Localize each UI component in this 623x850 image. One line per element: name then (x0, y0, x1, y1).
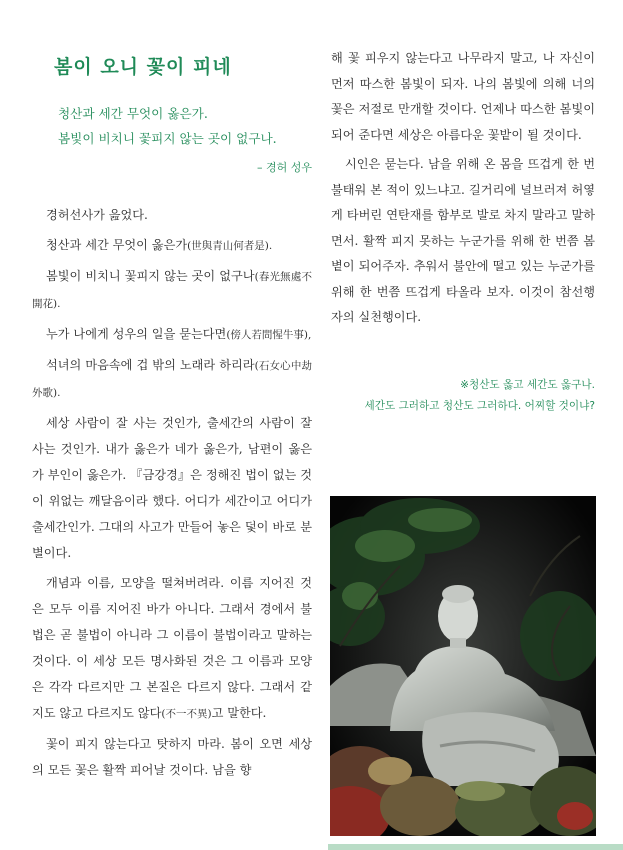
paragraph (32, 321, 312, 348)
left-column (32, 40, 312, 787)
paragraph (32, 570, 312, 727)
verse-text: 석녀의 마음속에 겁 밖의 노래라 하리라 (46, 358, 255, 372)
paragraph (32, 352, 312, 406)
epigraph-line-1: 청산과 세간 무엇이 옳은가. (58, 106, 208, 121)
epigraph (58, 101, 312, 180)
paragraph: 경허선사가 읊었다. (46, 208, 148, 222)
left-body-text (32, 202, 312, 783)
hanja-term: (不一不異) (161, 708, 212, 720)
closing-quote (331, 375, 595, 417)
verse-hanja: (傍人若問惺牛事), (226, 329, 312, 341)
right-column (331, 40, 595, 417)
verse-text: 봄빛이 비치니 꽃피지 않는 곳이 없구나 (46, 269, 255, 283)
epigraph-line-2: 봄빛이 비치니 꽃피지 않는 곳이 없구나. (58, 131, 277, 146)
verse-hanja: (世與青山何者是). (187, 240, 273, 252)
paragraph (32, 263, 312, 317)
paragraph-text: 개념과 이름, 모양을 떨쳐버려라. 이름 지어진 것은 모두 이름 지어진 바가 아니다. 그래서 경에서 불법은 곧 불법이 아니라 그 이름이 불법이라고 말하는 것이다. 이 세상 모든 명사화된 것은 그 이름과 모양은 각각 다르지만 그 본질은 다르지 않다. 그래서 같지도 않고 다르지도 않다 (32, 576, 312, 720)
article-title: 봄이 오니 꽃이 피네 (54, 56, 232, 78)
buddha-statue-photo (330, 496, 596, 836)
right-body-text (331, 46, 595, 331)
verse-hanja: (石女心中劫外歌). (32, 360, 312, 399)
verse-hanja: (春光無處不開花). (32, 271, 312, 310)
night-statue-illustration (330, 496, 596, 836)
paragraph (32, 232, 312, 259)
paragraph: 꽃이 피지 않는다고 탓하지 마라. 봄이 오면 세상의 모든 꽃은 활짝 피어날 것이다. 남을 향 (32, 737, 312, 777)
paragraph: 세상 사람이 잘 사는 것인가, 출세간의 사람이 잘 사는 것인가. 내가 옳은가 네가 옳은가, 남편이 옳은가 부인이 옳은가. 『금강경』은 정해진 법이 없는 것이 위없는 깨달음이라 했다. 어디가 세간이고 어디가 출세간인가. 그대의 사고가 만들어 놓은 덫이 바로 분별이다. (32, 416, 312, 560)
paragraph: 시인은 묻는다. 남을 위해 온 몸을 뜨겁게 한 번 불태워 본 적이 있느냐고. 길거리에 널브러져 허옇게 타버린 연탄재를 함부로 발로 차지 말라고 말하면서. 활짝 피지 못하는 누군가를 위해 한 번쯤 봄볕이 되어주자. 추워서 불안에 떨고 있는 누군가를 위해 한 번쯤 뜨겁게 타올라 보자. 이것이 참선행자의 실천행이다. (331, 157, 595, 324)
paragraph-text-end: 고 말한다. (211, 706, 267, 720)
paragraph: 해 꽃 피우지 않는다고 나무라지 말고, 나 자신이 먼저 따스한 봄빛이 되자. 나의 봄빛에 의해 너의 꽃은 저절로 만개할 것이다. 언제나 따스한 봄빛이 되어 준다면 세상은 아름다운 꽃밭이 될 것이다. (331, 51, 595, 142)
verse-text: 누가 나에게 성우의 일을 묻는다면 (46, 327, 227, 341)
quote-line-2: 세간도 그러하고 청산도 그러하다. 어찌할 것이냐? (364, 399, 595, 412)
verse-text: 청산과 세간 무엇이 옳은가 (46, 238, 188, 252)
quote-line-1: ※청산도 옳고 세간도 옳구나. (460, 378, 595, 391)
footer-accent-bar (328, 844, 623, 850)
epigraph-author: – 경허 성우 (257, 161, 312, 174)
